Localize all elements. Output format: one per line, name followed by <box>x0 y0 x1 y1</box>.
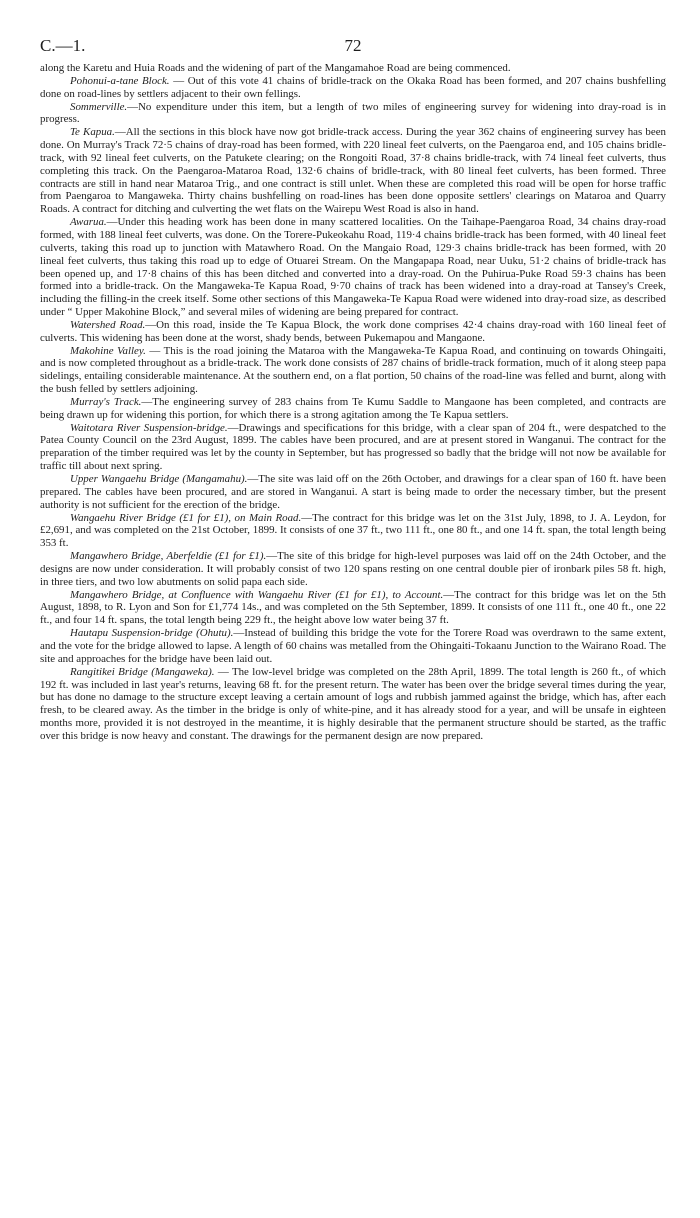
section-text: —The engineering survey of 283 chains from Te Kumu Saddle to Mangaone has been completed, and contracts are being drawn up for widening this portion, for which there is a strong agitation among the Te Kapua settlers. <box>40 395 666 421</box>
paragraph-makohine-valley <box>40 345 666 396</box>
section-text: —The contract for this bridge was let on the 31st July, 1898, to J. A. Leydon, for £2,691, and was completed on the 21st October, 1899. It consists of one 37 ft., two 111 ft., one 80 ft., and one 14 ft. span, the total length being 353 ft. <box>40 511 666 550</box>
section-text: —All the sections in this block have now got bridle-track access. During the year 362 chains of engineering survey has been done. On Murray's Track 72·5 chains of dray-road has been formed, with 220 lineal feet culverts, on the Paengaroa end, and 105 chains bridle-track, with 92 lineal feet culverts, on the Patukete clearing; on the Rongoiti Road, 37·8 chains bridle-track, with 74 lineal feet culverts, thus completing this track. On the Paengaroa-Mataroa Road, 132·6 chains of bridle-track, with 80 lineal feet culverts, has been formed. Three contracts are still in hand near Mataroa Trig., and one contract is still unlet. When these are completed this road will be open for horse traffic from Paengaroa to Mangaweka. Thirty chains bushfelling on road-lines has been done opposite settlers' clearings on Mataroa and Quarry Roads. A contract for ditching and culverting the wet flats on the Wairepu West Road is also in hand. <box>40 126 666 216</box>
paragraph-mangawhero-aberfeldie <box>40 550 666 589</box>
section-heading: Hautapu Suspension-bridge (Ohutu). <box>70 627 234 640</box>
paragraph-upper-wangaehu-bridge <box>40 473 666 512</box>
section-text: —Drawings and specifications for this bridge, with a clear span of 204 ft., were despatched to the Patea County Council on the 23rd August, 1899. The cables have been procured, and are at present stored in Wanganui. The contract for the preparation of the timber required was let by the county in September, but has progressed so badly that the bridge will not now be available for traffic till about next spring. <box>40 421 666 473</box>
section-text: —Instead of building this bridge the vote for the Torere Road was overdrawn to the same extent, and the vote for the bridge allowed to lapse. A length of 60 chains was metalled from the Ohingaiti-Tokaanu Junction to the Wairano Road. The site and approaches for the bridge have been laid out. <box>40 627 666 665</box>
section-text: — Out of this vote 41 chains of bridle-track on the Okaka Road has been formed, and 207 chains bushfelling done on road-lines by settlers adjacent to their own fellings. <box>40 74 667 100</box>
paragraph-pohonui-a-tane <box>40 75 666 101</box>
section-heading: Upper Wangaehu Bridge (Mangamahu). <box>70 473 248 485</box>
section-heading: Te Kapua. <box>70 126 115 139</box>
section-text: —No expenditure under this item, but a length of two miles of engineering survey for widening into dray-road is in progress. <box>40 100 666 126</box>
section-text: — This is the road joining the Mataroa with the Mangaweka-Te Kapua Road, and continuing on towards Ohingaiti, and is now completed throughout as a bridle-track. The work done consists of 287 chains of bridle-track formation, much of it along steep papa sidelings, entailing considerable maintenance. At the southern end, on a flat portion, 50 chains of the road-line was felled and burnt, along with the bush felled by settlers adjoining. <box>40 344 666 396</box>
section-heading: Pohonui-a-tane Block. <box>70 74 170 87</box>
document-page <box>40 36 666 743</box>
section-text: —The site of this bridge for high-level purposes was laid off on the 24th October, and the designs are now under consideration. It will probably consist of two 120 spans resting on one central double pier of ironbark piles 58 ft. high, in three tiers, and two low abutments on solid papa each side. <box>40 550 666 588</box>
paragraph-waitotara-bridge <box>40 422 666 473</box>
paragraph-continuation: along the Karetu and Huia Roads and the widening of part of the Mangamahoe Road are being commenced. <box>40 62 511 74</box>
section-text: —The contract for this bridge was let on the 5th August, 1898, to R. Lyon and Son for £1,774 14s., and was completed on the 5th September, 1899. It consists of one 111 ft., one 40 ft., one 22 ft., and four 14 ft. spans, the total length being 229 ft., the height above low water being 37 ft. <box>40 588 666 627</box>
section-text: —On this road, inside the Te Kapua Block, the work done comprises 42·4 chains dray-road with 160 lineal feet of culverts. This widening has been done at the worst, shady bends, between Pukemapou and Mangaone. <box>40 318 667 344</box>
document-reference: C.—1. <box>40 36 86 55</box>
paragraph-te-kapua <box>40 126 666 216</box>
paragraph-rangitikei-bridge <box>40 666 666 743</box>
section-heading: Awarua. <box>70 216 107 229</box>
section-heading: Makohine Valley. <box>70 344 146 357</box>
paragraph-hautapu-bridge <box>40 627 666 666</box>
section-heading: Mangawhero Bridge, Aberfeldie (£1 for £1). <box>70 550 267 563</box>
section-heading: Waitotara River Suspension-bridge. <box>70 421 228 434</box>
section-text: —The site was laid off on the 26th October, and drawings for a clear span of 160 ft. have been prepared. The cables have been procured, and are stored in Wanganui. A start is being made to order the necessary timber, but the present authority is not sufficient for the erection of the bridge. <box>40 473 667 511</box>
section-heading: Wangaehu River Bridge (£1 for £1), on Main Road. <box>70 511 302 524</box>
paragraph-mangawhero-confluence <box>40 589 666 628</box>
paragraph-awarua <box>40 216 666 319</box>
document-body <box>40 62 666 743</box>
section-heading: Watershed Road. <box>70 318 146 331</box>
section-heading: Rangitikei Bridge (Mangaweka). <box>70 665 215 678</box>
section-text: — The low-level bridge was completed on the 28th April, 1899. The total length is 260 ft., of which 192 ft. was included in last year's returns, leaving 68 ft. for the present return. The water has been over the bridge several times during the year, but has done no damage to the structure except leaving a certain amount of logs and rubbish jammed against the bridge, which has, after each fresh, to be cleared away. As the timber in the bridge is only of white-pine, and it has already stood for a year, and will be unsafe in eighteen months more, provided it is not destroyed in the meantime, it is highly desirable that the permanent structure should be started, as the traffic over this bridge is now heavy and constant. The drawings for the permanent design are now prepared. <box>40 665 666 742</box>
paragraph-murrays-track <box>40 396 666 422</box>
section-heading: Sommerville. <box>70 100 128 113</box>
page-number: 72 <box>344 36 362 55</box>
section-text: —Under this heading work has been done in many scattered localities. On the Taihape-Paengaroa Road, 34 chains dray-road formed, with 188 lineal feet culverts, was done. On the Torere-Pukeokahu Road, 119·4 chains bridle-track has been formed, with 40 lineal feet culverts, taking this road up to junction with Matawhero Road. On the Mangaio Road, 129·3 chains bridle-track has been formed, with 20 lineal feet culverts, thus taking this road up to edge of Otuarei Stream. On the Mangapapa Road, near Uuku, 51·2 chains of bridle-track has been opened up, and 17·8 chains of this has been ditched and converted into a dray-road. On the Puhirua-Puke Road 59·3 chains has been formed into a bridle-track. On the Mangaweka-Te Kapua Road, 9·70 chains of track has been widened into a dray-road at Tansey's Creek, including the filling-in the creek itself. Some other sections of this Mangaweka-Te Kapua Road were widened into dray-road size, as described under “ Upper Makohine Block,” and several miles of widening are being prepared for contract. <box>40 216 666 319</box>
section-heading: Mangawhero Bridge, at Confluence with Wangaehu River (£1 for £1), to Account. <box>70 588 444 601</box>
section-heading: Murray's Track. <box>70 395 142 408</box>
page-header <box>40 36 666 62</box>
paragraph-watershed-road <box>40 319 666 345</box>
paragraph-wangaehu-river-bridge <box>40 512 666 551</box>
paragraph-sommerville <box>40 101 666 127</box>
